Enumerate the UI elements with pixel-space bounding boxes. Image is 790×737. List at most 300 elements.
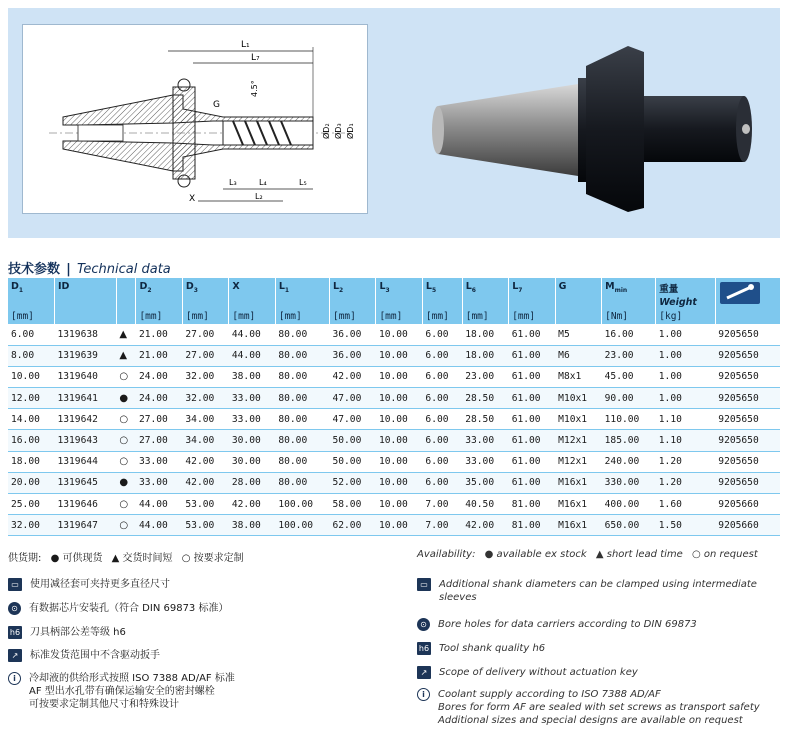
- table-cell: 18.00: [462, 324, 508, 345]
- table-cell: 1.00: [656, 324, 716, 345]
- table-cell: 10.00: [376, 515, 422, 536]
- table-cell: 33.00: [462, 430, 508, 451]
- table-cell: 42.00: [229, 494, 275, 515]
- column-header: [422, 278, 462, 324]
- table-cell: 33.00: [136, 472, 182, 493]
- table-cell: 80.00: [275, 366, 329, 387]
- heading-en: Technical data: [77, 262, 171, 277]
- note-text: 使用减径套可夹持更多直径尺寸: [30, 579, 170, 590]
- table-cell: 34.00: [182, 409, 228, 430]
- technical-drawing: [22, 24, 368, 214]
- table-cell: 80.00: [275, 324, 329, 345]
- table-cell: 16.00: [602, 324, 656, 345]
- column-symbol-text: L: [512, 281, 519, 292]
- table-cell: 35.00: [462, 472, 508, 493]
- table-cell: 28.50: [462, 409, 508, 430]
- note-text: 有数据芯片安装孔（符合 DIN 69873 标准）: [29, 603, 229, 614]
- table-cell: 42.00: [329, 366, 375, 387]
- data-carrier-icon: ⊙: [417, 618, 430, 631]
- holder-section-drawing: [23, 25, 369, 215]
- note-sleeve: [8, 578, 170, 591]
- table-cell: 42.00: [462, 515, 508, 536]
- column-symbol: [139, 281, 178, 311]
- table-cell: 1319644: [54, 451, 116, 472]
- table-cell: 61.00: [509, 366, 555, 387]
- table-cell: 58.00: [329, 494, 375, 515]
- table-cell: 9205650: [715, 409, 780, 430]
- table-cell: 44.00: [136, 515, 182, 536]
- table-cell: 61.00: [509, 451, 555, 472]
- column-symbol: [659, 281, 712, 311]
- table-cell: 53.00: [182, 515, 228, 536]
- table-cell: 50.00: [329, 430, 375, 451]
- column-symbol-sub: 6: [471, 286, 476, 294]
- dim-L4-label: L₄: [259, 178, 267, 187]
- table-cell: 10.00: [376, 345, 422, 366]
- column-symbol: [379, 281, 418, 311]
- table-cell: 100.00: [275, 494, 329, 515]
- table-row: [8, 388, 780, 409]
- table-cell: 61.00: [509, 430, 555, 451]
- dim-L1-label: L₁: [241, 40, 250, 50]
- table-cell: 50.00: [329, 451, 375, 472]
- availability-en-item: ▲ short lead time: [595, 549, 683, 560]
- column-header: [555, 278, 601, 324]
- column-symbol-text: X: [232, 281, 240, 292]
- table-cell: 330.00: [602, 472, 656, 493]
- table-cell: 28.00: [229, 472, 275, 493]
- table-cell: M5: [555, 324, 601, 345]
- table-cell: 1.50: [656, 515, 716, 536]
- dim-D1-label: ØD₁: [346, 123, 355, 139]
- dim-D3-label: ØD₃: [334, 123, 343, 139]
- table-cell: 1.00: [656, 366, 716, 387]
- tool-holder-image: [418, 26, 768, 221]
- table-cell: M10x1: [555, 409, 601, 430]
- availability-mark: ○: [116, 409, 136, 430]
- table-cell: 90.00: [602, 388, 656, 409]
- table-cell: 12.00: [8, 388, 54, 409]
- technical-data-table: [8, 278, 780, 536]
- column-symbol-sub: 1: [18, 286, 24, 294]
- table-cell: 80.00: [275, 430, 329, 451]
- product-figure-panel: [8, 8, 780, 238]
- table-cell: 47.00: [329, 388, 375, 409]
- column-symbol: [426, 281, 459, 311]
- dim-D2-label: ØD₂: [322, 123, 331, 139]
- table-cell: 40.50: [462, 494, 508, 515]
- table-cell: 1319646: [54, 494, 116, 515]
- table-cell: 61.00: [509, 345, 555, 366]
- dim-L5-label: L₅: [299, 178, 307, 187]
- table-row: [8, 515, 780, 536]
- column-unit: [mm]: [278, 311, 302, 322]
- table-cell: 27.00: [136, 409, 182, 430]
- table-cell: 10.00: [376, 494, 422, 515]
- table-cell: 38.00: [229, 366, 275, 387]
- table-cell: 61.00: [509, 472, 555, 493]
- table-cell: 21.00: [136, 324, 182, 345]
- table-cell: 1.20: [656, 472, 716, 493]
- heading-separator: |: [66, 262, 71, 277]
- table-cell: 9205650: [715, 366, 780, 387]
- table-cell: 18.00: [8, 451, 54, 472]
- note-data-carrier: [417, 618, 697, 631]
- table-cell: 6.00: [422, 472, 462, 493]
- table-cell: 28.50: [462, 388, 508, 409]
- table-cell: 1319639: [54, 345, 116, 366]
- note-h6: [417, 642, 545, 655]
- table-cell: 6.00: [422, 409, 462, 430]
- table-cell: M16x1: [555, 472, 601, 493]
- column-symbol-text: L: [425, 281, 432, 292]
- table-cell: 9205650: [715, 451, 780, 472]
- table-cell: 185.00: [602, 430, 656, 451]
- note-key: [8, 649, 160, 662]
- table-cell: 1319645: [54, 472, 116, 493]
- dim-G-label: G: [213, 100, 220, 110]
- table-cell: 21.00: [136, 345, 182, 366]
- table-cell: 6.00: [422, 324, 462, 345]
- table-cell: 7.00: [422, 494, 462, 515]
- column-symbol: [605, 281, 652, 311]
- note-sleeve: [417, 578, 782, 604]
- table-cell: 33.00: [229, 409, 275, 430]
- table-cell: 10.00: [8, 366, 54, 387]
- availability-cn-label: 供货期:: [8, 553, 42, 564]
- availability-mark: ●: [116, 388, 136, 409]
- table-cell: 36.00: [329, 324, 375, 345]
- table-cell: 27.00: [136, 430, 182, 451]
- table-cell: 400.00: [602, 494, 656, 515]
- table-cell: M12x1: [555, 430, 601, 451]
- table-cell: 80.00: [275, 345, 329, 366]
- column-symbol-text: D: [11, 281, 19, 292]
- table-cell: 9205650: [715, 388, 780, 409]
- table-cell: 33.00: [136, 451, 182, 472]
- info-icon: i: [417, 688, 430, 701]
- dim-L3-label: L₃: [229, 178, 237, 187]
- column-symbol-text: L: [465, 281, 472, 292]
- column-header: [116, 278, 136, 324]
- table-cell: M12x1: [555, 451, 601, 472]
- table-cell: 80.00: [275, 409, 329, 430]
- column-symbol: [11, 281, 51, 311]
- table-cell: M16x1: [555, 494, 601, 515]
- column-unit: [mm]: [185, 311, 209, 322]
- column-symbol: [120, 281, 133, 311]
- table-cell: 6.00: [422, 366, 462, 387]
- column-symbol-text: G: [558, 281, 567, 292]
- column-symbol-text: L: [332, 281, 340, 292]
- table-cell: 24.00: [136, 388, 182, 409]
- table-cell: M16x1: [555, 515, 601, 536]
- table-row: [8, 345, 780, 366]
- table-cell: 36.00: [329, 345, 375, 366]
- column-header: [182, 278, 228, 324]
- column-symbol-text: 重量: [659, 284, 679, 295]
- column-symbol: [279, 281, 326, 311]
- table-row: [8, 451, 780, 472]
- table-cell: 1.20: [656, 451, 716, 472]
- table-cell: 9205650: [715, 472, 780, 493]
- table-cell: 53.00: [182, 494, 228, 515]
- column-symbol-en: Weight: [659, 296, 697, 308]
- column-symbol-sub: 3: [193, 286, 198, 294]
- table-cell: 81.00: [509, 494, 555, 515]
- column-symbol: [333, 281, 372, 311]
- availability-mark: ▲: [116, 345, 136, 366]
- note-data-carrier: [8, 602, 228, 615]
- info-icon: i: [8, 672, 21, 685]
- table-cell: 6.00: [422, 430, 462, 451]
- availability-mark: ○: [116, 494, 136, 515]
- column-unit: [mm]: [465, 311, 489, 322]
- table-cell: M8x1: [555, 366, 601, 387]
- column-symbol-sub: 2: [147, 286, 152, 294]
- table-cell: 44.00: [229, 345, 275, 366]
- availability-mark: ○: [116, 515, 136, 536]
- table-cell: 650.00: [602, 515, 656, 536]
- note-text: Scope of delivery without actuation key: [439, 667, 638, 678]
- table-cell: 20.00: [8, 472, 54, 493]
- note-h6: [8, 626, 126, 639]
- column-symbol-text: L: [278, 281, 285, 292]
- table-cell: 6.00: [8, 324, 54, 345]
- column-header: [715, 278, 780, 324]
- heading-cn: 技术参数: [8, 262, 61, 277]
- table-cell: 42.00: [182, 472, 228, 493]
- table-cell: 10.00: [376, 472, 422, 493]
- table-cell: 1319647: [54, 515, 116, 536]
- table-cell: 80.00: [275, 388, 329, 409]
- column-header: [136, 278, 182, 324]
- column-unit: [mm]: [512, 311, 536, 322]
- column-header: [656, 278, 716, 324]
- column-header: [376, 278, 422, 324]
- table-cell: 27.00: [182, 324, 228, 345]
- table-row: [8, 494, 780, 515]
- table-cell: 110.00: [602, 409, 656, 430]
- table-cell: 6.00: [422, 345, 462, 366]
- table-cell: 44.00: [136, 494, 182, 515]
- table-cell: 10.00: [376, 388, 422, 409]
- h6-icon: h6: [418, 644, 430, 653]
- table-cell: 27.00: [182, 345, 228, 366]
- column-unit: [mm]: [139, 311, 163, 322]
- column-symbol: [512, 281, 551, 311]
- table-cell: 16.00: [8, 430, 54, 451]
- table-cell: 240.00: [602, 451, 656, 472]
- column-symbol: [186, 281, 225, 311]
- table-cell: 100.00: [275, 515, 329, 536]
- availability-en-item: ● available ex stock: [484, 549, 587, 560]
- note-text: Coolant supply according to ISO 7388 AD/AF Bores for form AF are sealed with set screws as transport safety Additional sizes and special designs are available on request: [438, 689, 760, 726]
- column-unit: [mm]: [425, 311, 449, 322]
- table-cell: 61.00: [509, 409, 555, 430]
- column-symbol-text: L: [379, 281, 386, 292]
- availability-en-item: ○ on request: [691, 549, 758, 560]
- column-unit: [mm]: [332, 311, 356, 322]
- availability-cn-item: ○ 按要求定制: [181, 553, 244, 564]
- table-cell: 1.10: [656, 430, 716, 451]
- note-key: [417, 666, 638, 679]
- key-icon: ↗: [417, 666, 431, 679]
- column-header: [229, 278, 275, 324]
- table-cell: 1319642: [54, 409, 116, 430]
- table-cell: 1319641: [54, 388, 116, 409]
- dim-L7-label: L₇: [251, 53, 260, 63]
- column-symbol-sub: 3: [385, 286, 390, 294]
- table-cell: 1.60: [656, 494, 716, 515]
- table-cell: 30.00: [229, 451, 275, 472]
- table-cell: M6: [555, 345, 601, 366]
- availability-mark: ●: [116, 472, 136, 493]
- table-cell: 23.00: [462, 366, 508, 387]
- dim-L2-label: L₂: [255, 192, 263, 201]
- table-row: [8, 324, 780, 345]
- column-symbol-sub: 2: [339, 286, 344, 294]
- note-text: Tool shank quality h6: [439, 643, 546, 654]
- table-cell: 1319640: [54, 366, 116, 387]
- availability-en: [417, 549, 764, 560]
- note-text: Additional shank diameters can be clamped using intermediate sleeves: [439, 579, 757, 603]
- column-symbol-sub: min: [614, 286, 628, 294]
- table-cell: 32.00: [8, 515, 54, 536]
- column-header: [329, 278, 375, 324]
- table-cell: 32.00: [182, 366, 228, 387]
- table-cell: 38.00: [229, 515, 275, 536]
- table-cell: 81.00: [509, 515, 555, 536]
- table-cell: 47.00: [329, 409, 375, 430]
- table-row: [8, 430, 780, 451]
- data-carrier-icon: ⊙: [8, 602, 21, 615]
- sleeve-icon: ▭: [417, 578, 431, 591]
- column-unit: [mm]: [379, 311, 403, 322]
- table-cell: 23.00: [602, 345, 656, 366]
- column-symbol-text: D: [185, 281, 194, 292]
- column-unit: [mm]: [11, 311, 34, 322]
- note-text: Bore holes for data carriers according to DIN 69873: [438, 619, 697, 630]
- table-cell: 9205650: [715, 345, 780, 366]
- column-header: [275, 278, 329, 324]
- table-header: [8, 278, 780, 324]
- table-cell: 52.00: [329, 472, 375, 493]
- column-symbol-text: ID: [57, 281, 70, 292]
- table-cell: 33.00: [462, 451, 508, 472]
- table-cell: 18.00: [462, 345, 508, 366]
- table-cell: 61.00: [509, 388, 555, 409]
- table-cell: 9205660: [715, 515, 780, 536]
- table-cell: 80.00: [275, 472, 329, 493]
- table-cell: 9205650: [715, 430, 780, 451]
- column-unit: [kg]: [659, 311, 683, 322]
- table-cell: 1.00: [656, 345, 716, 366]
- column-symbol: [58, 281, 113, 311]
- column-symbol-sub: 7: [518, 286, 523, 294]
- table-body: [8, 324, 780, 536]
- table-row: [8, 366, 780, 387]
- note-text: 刀具柄部公差等级 h6: [30, 627, 126, 638]
- table-header-row: [8, 278, 780, 324]
- availability-cn-item: ● 可供现货: [50, 553, 103, 564]
- table-cell: 25.00: [8, 494, 54, 515]
- table-cell: 1319638: [54, 324, 116, 345]
- availability-cn: [8, 549, 250, 564]
- table-cell: 34.00: [182, 430, 228, 451]
- table-cell: 33.00: [229, 388, 275, 409]
- column-symbol: [232, 281, 271, 311]
- column-symbol-text: D: [139, 281, 148, 292]
- table-cell: 10.00: [376, 366, 422, 387]
- table-cell: 80.00: [275, 451, 329, 472]
- table-cell: 24.00: [136, 366, 182, 387]
- column-unit: [mm]: [232, 311, 256, 322]
- column-unit: [Nm]: [605, 311, 629, 322]
- table-row: [8, 409, 780, 430]
- table-cell: 42.00: [182, 451, 228, 472]
- table-cell: 30.00: [229, 430, 275, 451]
- key-icon: ↗: [8, 649, 22, 662]
- table-cell: 10.00: [376, 430, 422, 451]
- availability-mark: ○: [116, 366, 136, 387]
- table-cell: 9205660: [715, 494, 780, 515]
- note-coolant: [8, 672, 235, 711]
- table-cell: 6.00: [422, 388, 462, 409]
- table-cell: 1.10: [656, 409, 716, 430]
- dim-angle-label: 4.5°: [250, 80, 259, 97]
- column-header: [462, 278, 508, 324]
- product-photo: [418, 26, 768, 221]
- table-cell: M10x1: [555, 388, 601, 409]
- table-cell: 32.00: [182, 388, 228, 409]
- availability-mark: ○: [116, 451, 136, 472]
- table-cell: 14.00: [8, 409, 54, 430]
- sleeve-icon: ▭: [8, 578, 22, 591]
- column-header: [509, 278, 555, 324]
- table-cell: 9205650: [715, 324, 780, 345]
- table-cell: 45.00: [602, 366, 656, 387]
- dim-X-label: X: [189, 194, 196, 204]
- note-text: 冷却液的供给形式按照 ISO 7388 AD/AF 标准 AF 型出水孔带有确保运输安全的密封螺栓 可按要求定制其他尺寸和特殊设计: [29, 673, 235, 710]
- table-cell: 10.00: [376, 324, 422, 345]
- availability-en-label: Availability:: [417, 549, 476, 560]
- column-symbol-text: M: [605, 281, 615, 292]
- section-heading: [8, 258, 171, 277]
- table-cell: 10.00: [376, 451, 422, 472]
- wrench-key-icon: [719, 281, 777, 311]
- note-text: 标准发货范围中不含驱动扳手: [30, 650, 160, 661]
- table-cell: 1319643: [54, 430, 116, 451]
- table-cell: 44.00: [229, 324, 275, 345]
- table-row: [8, 472, 780, 493]
- table-cell: 8.00: [8, 345, 54, 366]
- h6-icon: h6: [9, 628, 21, 637]
- column-header: [54, 278, 116, 324]
- availability-mark: ▲: [116, 324, 136, 345]
- column-header: [602, 278, 656, 324]
- column-symbol-sub: 1: [284, 286, 290, 294]
- column-symbol: [466, 281, 505, 311]
- column-header: [8, 278, 54, 324]
- note-coolant: [417, 688, 760, 727]
- table-cell: 1.00: [656, 388, 716, 409]
- availability-cn-item: ▲ 交货时间短: [111, 553, 173, 564]
- table-cell: 6.00: [422, 451, 462, 472]
- column-symbol-sub: 5: [431, 286, 437, 294]
- table-cell: 61.00: [509, 324, 555, 345]
- column-symbol: [559, 281, 598, 311]
